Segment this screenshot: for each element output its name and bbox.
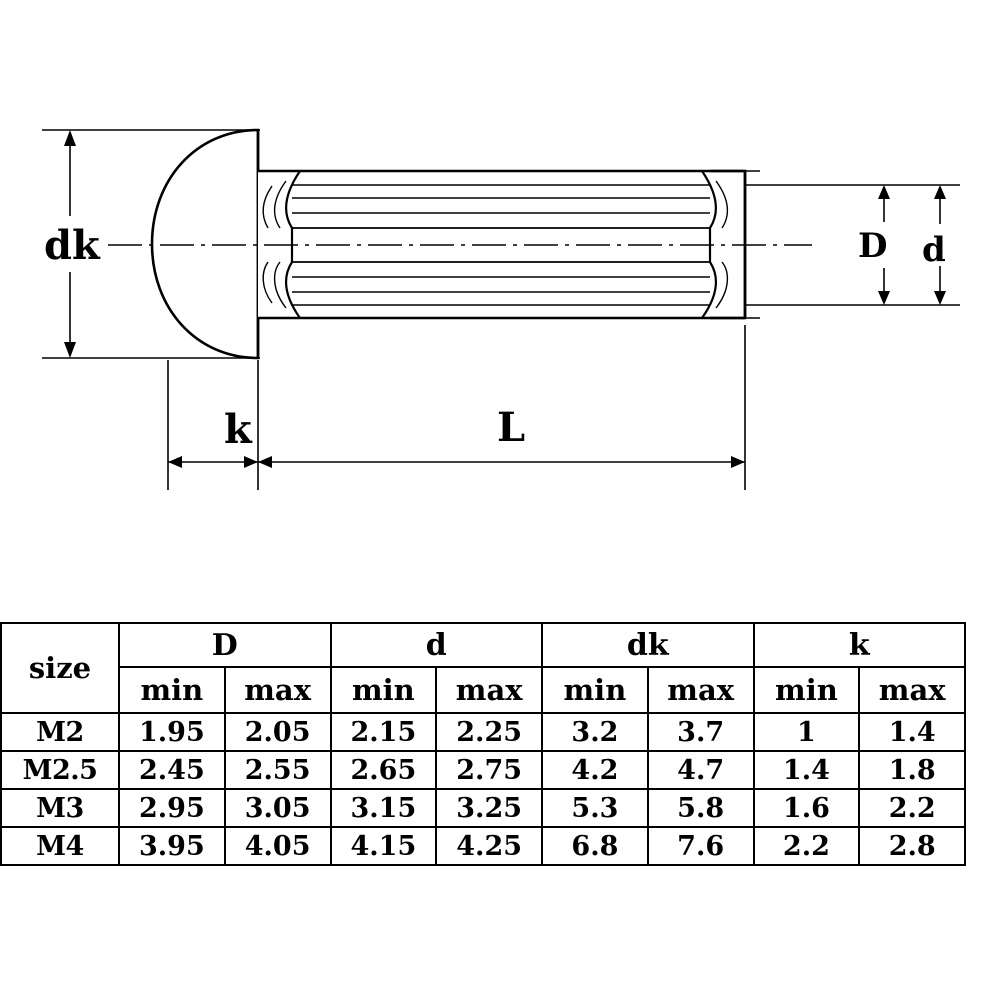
- header-group-dk: dk: [542, 623, 754, 667]
- cell-D-max: 2.55: [225, 751, 331, 789]
- table-row: [1, 713, 965, 751]
- rivet-head: [152, 130, 258, 358]
- cell-k-min: 2.2: [754, 827, 860, 865]
- cell-k-min: 1.4: [754, 751, 860, 789]
- header-group-D: D: [119, 623, 331, 667]
- header-D-max: max: [225, 667, 331, 713]
- cell-d-max: 2.25: [436, 713, 542, 751]
- header-group-d: d: [331, 623, 543, 667]
- cell-size: M2.5: [1, 751, 119, 789]
- dimension-label-k: k: [224, 406, 252, 453]
- cell-D-max: 4.05: [225, 827, 331, 865]
- cell-D-min: 1.95: [119, 713, 225, 751]
- cell-k-max: 1.4: [859, 713, 965, 751]
- header-dk-min: min: [542, 667, 648, 713]
- cell-d-max: 3.25: [436, 789, 542, 827]
- cell-dk-min: 5.3: [542, 789, 648, 827]
- cell-D-max: 3.05: [225, 789, 331, 827]
- cell-dk-min: 3.2: [542, 713, 648, 751]
- cell-dk-min: 6.8: [542, 827, 648, 865]
- cell-D-min: 2.95: [119, 789, 225, 827]
- cell-dk-max: 4.7: [648, 751, 754, 789]
- header-d-max: max: [436, 667, 542, 713]
- header-D-min: min: [119, 667, 225, 713]
- table-group-header-row: [1, 623, 965, 667]
- header-size: size: [1, 623, 119, 713]
- cell-size: M4: [1, 827, 119, 865]
- header-k-min: min: [754, 667, 860, 713]
- dimension-label-D: D: [858, 226, 888, 266]
- table-row: [1, 827, 965, 865]
- cell-d-min: 3.15: [331, 789, 437, 827]
- cell-dk-max: 3.7: [648, 713, 754, 751]
- cell-D-max: 2.05: [225, 713, 331, 751]
- cell-k-max: 2.8: [859, 827, 965, 865]
- cell-d-max: 4.25: [436, 827, 542, 865]
- cell-size: M3: [1, 789, 119, 827]
- cell-k-min: 1: [754, 713, 860, 751]
- spec-table-container: [0, 622, 964, 866]
- dimension-label-L: L: [497, 404, 526, 451]
- cell-d-min: 2.15: [331, 713, 437, 751]
- dimension-label-dk: dk: [44, 222, 100, 269]
- header-k-max: max: [859, 667, 965, 713]
- header-dk-max: max: [648, 667, 754, 713]
- cell-d-min: 4.15: [331, 827, 437, 865]
- cell-dk-min: 4.2: [542, 751, 648, 789]
- cell-size: M2: [1, 713, 119, 751]
- spec-table: [0, 622, 966, 866]
- cell-k-max: 1.8: [859, 751, 965, 789]
- cell-k-min: 1.6: [754, 789, 860, 827]
- table-row: [1, 789, 965, 827]
- cell-dk-max: 5.8: [648, 789, 754, 827]
- header-group-k: k: [754, 623, 966, 667]
- cell-dk-max: 7.6: [648, 827, 754, 865]
- table-row: [1, 751, 965, 789]
- cell-k-max: 2.2: [859, 789, 965, 827]
- cell-D-min: 2.45: [119, 751, 225, 789]
- cell-d-max: 2.75: [436, 751, 542, 789]
- cell-D-min: 3.95: [119, 827, 225, 865]
- table-sub-header-row: [1, 667, 965, 713]
- header-d-min: min: [331, 667, 437, 713]
- dimension-label-d: d: [922, 230, 946, 270]
- cell-d-min: 2.65: [331, 751, 437, 789]
